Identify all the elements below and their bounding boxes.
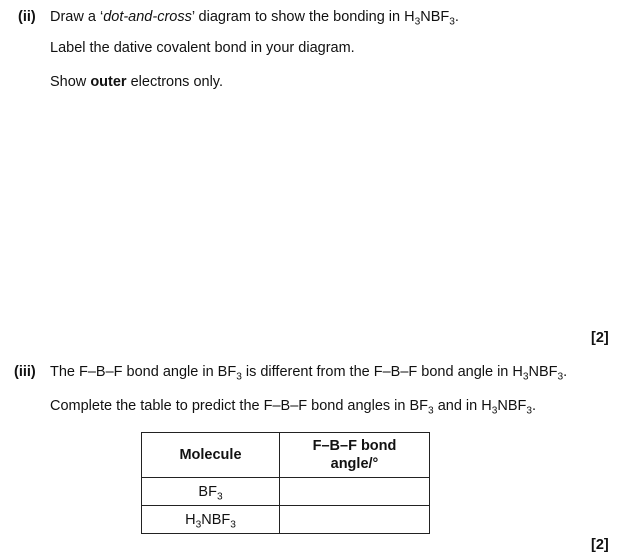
text-segment: BF bbox=[198, 483, 217, 500]
header-bond-angle bbox=[280, 433, 430, 478]
bond-angle-table bbox=[141, 432, 430, 534]
part-iii-instruction bbox=[50, 398, 537, 417]
text-segment: electrons only. bbox=[126, 74, 224, 90]
subscript: 3 bbox=[236, 371, 242, 383]
answer-space[interactable] bbox=[50, 100, 605, 320]
header-line: F–B–F bond bbox=[312, 438, 397, 454]
text-segment: The F–B–F bond angle in BF bbox=[50, 364, 237, 380]
text-segment: ’ diagram to show the bonding in H bbox=[191, 9, 415, 25]
text-segment: H bbox=[185, 511, 196, 528]
part-iii-label: (iii) bbox=[14, 364, 36, 380]
part-iii-statement bbox=[50, 364, 568, 383]
subscript: 3 bbox=[449, 16, 455, 28]
part-ii-label: (ii) bbox=[18, 9, 36, 25]
molecule-cell bbox=[142, 506, 280, 534]
text-segment: Draw a ‘ bbox=[50, 9, 104, 25]
text-segment: Show bbox=[50, 74, 91, 90]
subscript: 3 bbox=[230, 519, 236, 531]
text-segment: Complete the table to predict the F–B–F bond angles in BF bbox=[50, 398, 429, 414]
text-segment: NBF bbox=[497, 398, 527, 414]
emphasis-text: dot-and-cross bbox=[103, 9, 192, 25]
table-header-row bbox=[142, 433, 430, 478]
part-ii-outer-electrons bbox=[50, 74, 223, 90]
table-row bbox=[142, 506, 430, 534]
text-segment: NBF bbox=[201, 511, 231, 528]
header-molecule: Molecule bbox=[142, 433, 280, 478]
angle-answer-cell[interactable] bbox=[280, 506, 430, 534]
molecule-cell bbox=[142, 478, 280, 506]
subscript: 3 bbox=[491, 405, 498, 417]
subscript: 3 bbox=[557, 371, 564, 383]
text-segment: . bbox=[454, 9, 459, 25]
text-segment: and in H bbox=[433, 398, 492, 414]
subscript: 3 bbox=[428, 405, 434, 417]
subscript: 3 bbox=[522, 371, 529, 383]
angle-answer-cell[interactable] bbox=[280, 478, 430, 506]
text-segment: . bbox=[532, 398, 537, 414]
table-row bbox=[142, 478, 430, 506]
subscript: 3 bbox=[414, 16, 421, 28]
text-segment: NBF bbox=[420, 9, 450, 25]
subscript: 3 bbox=[526, 405, 532, 417]
header-line: angle/° bbox=[330, 456, 379, 472]
bold-text: outer bbox=[90, 74, 127, 90]
text-segment: is different from the F–B–F bond angle in H bbox=[241, 364, 523, 380]
part-ii-label-dative: Label the dative covalent bond in your diagram. bbox=[50, 40, 355, 56]
text-segment: . bbox=[563, 364, 568, 380]
text-segment: NBF bbox=[528, 364, 558, 380]
subscript: 3 bbox=[195, 519, 202, 531]
part-ii-marks: [2] bbox=[591, 330, 609, 346]
part-iii-marks: [2] bbox=[591, 537, 609, 553]
subscript: 3 bbox=[216, 491, 223, 503]
part-ii-instruction bbox=[50, 9, 459, 28]
